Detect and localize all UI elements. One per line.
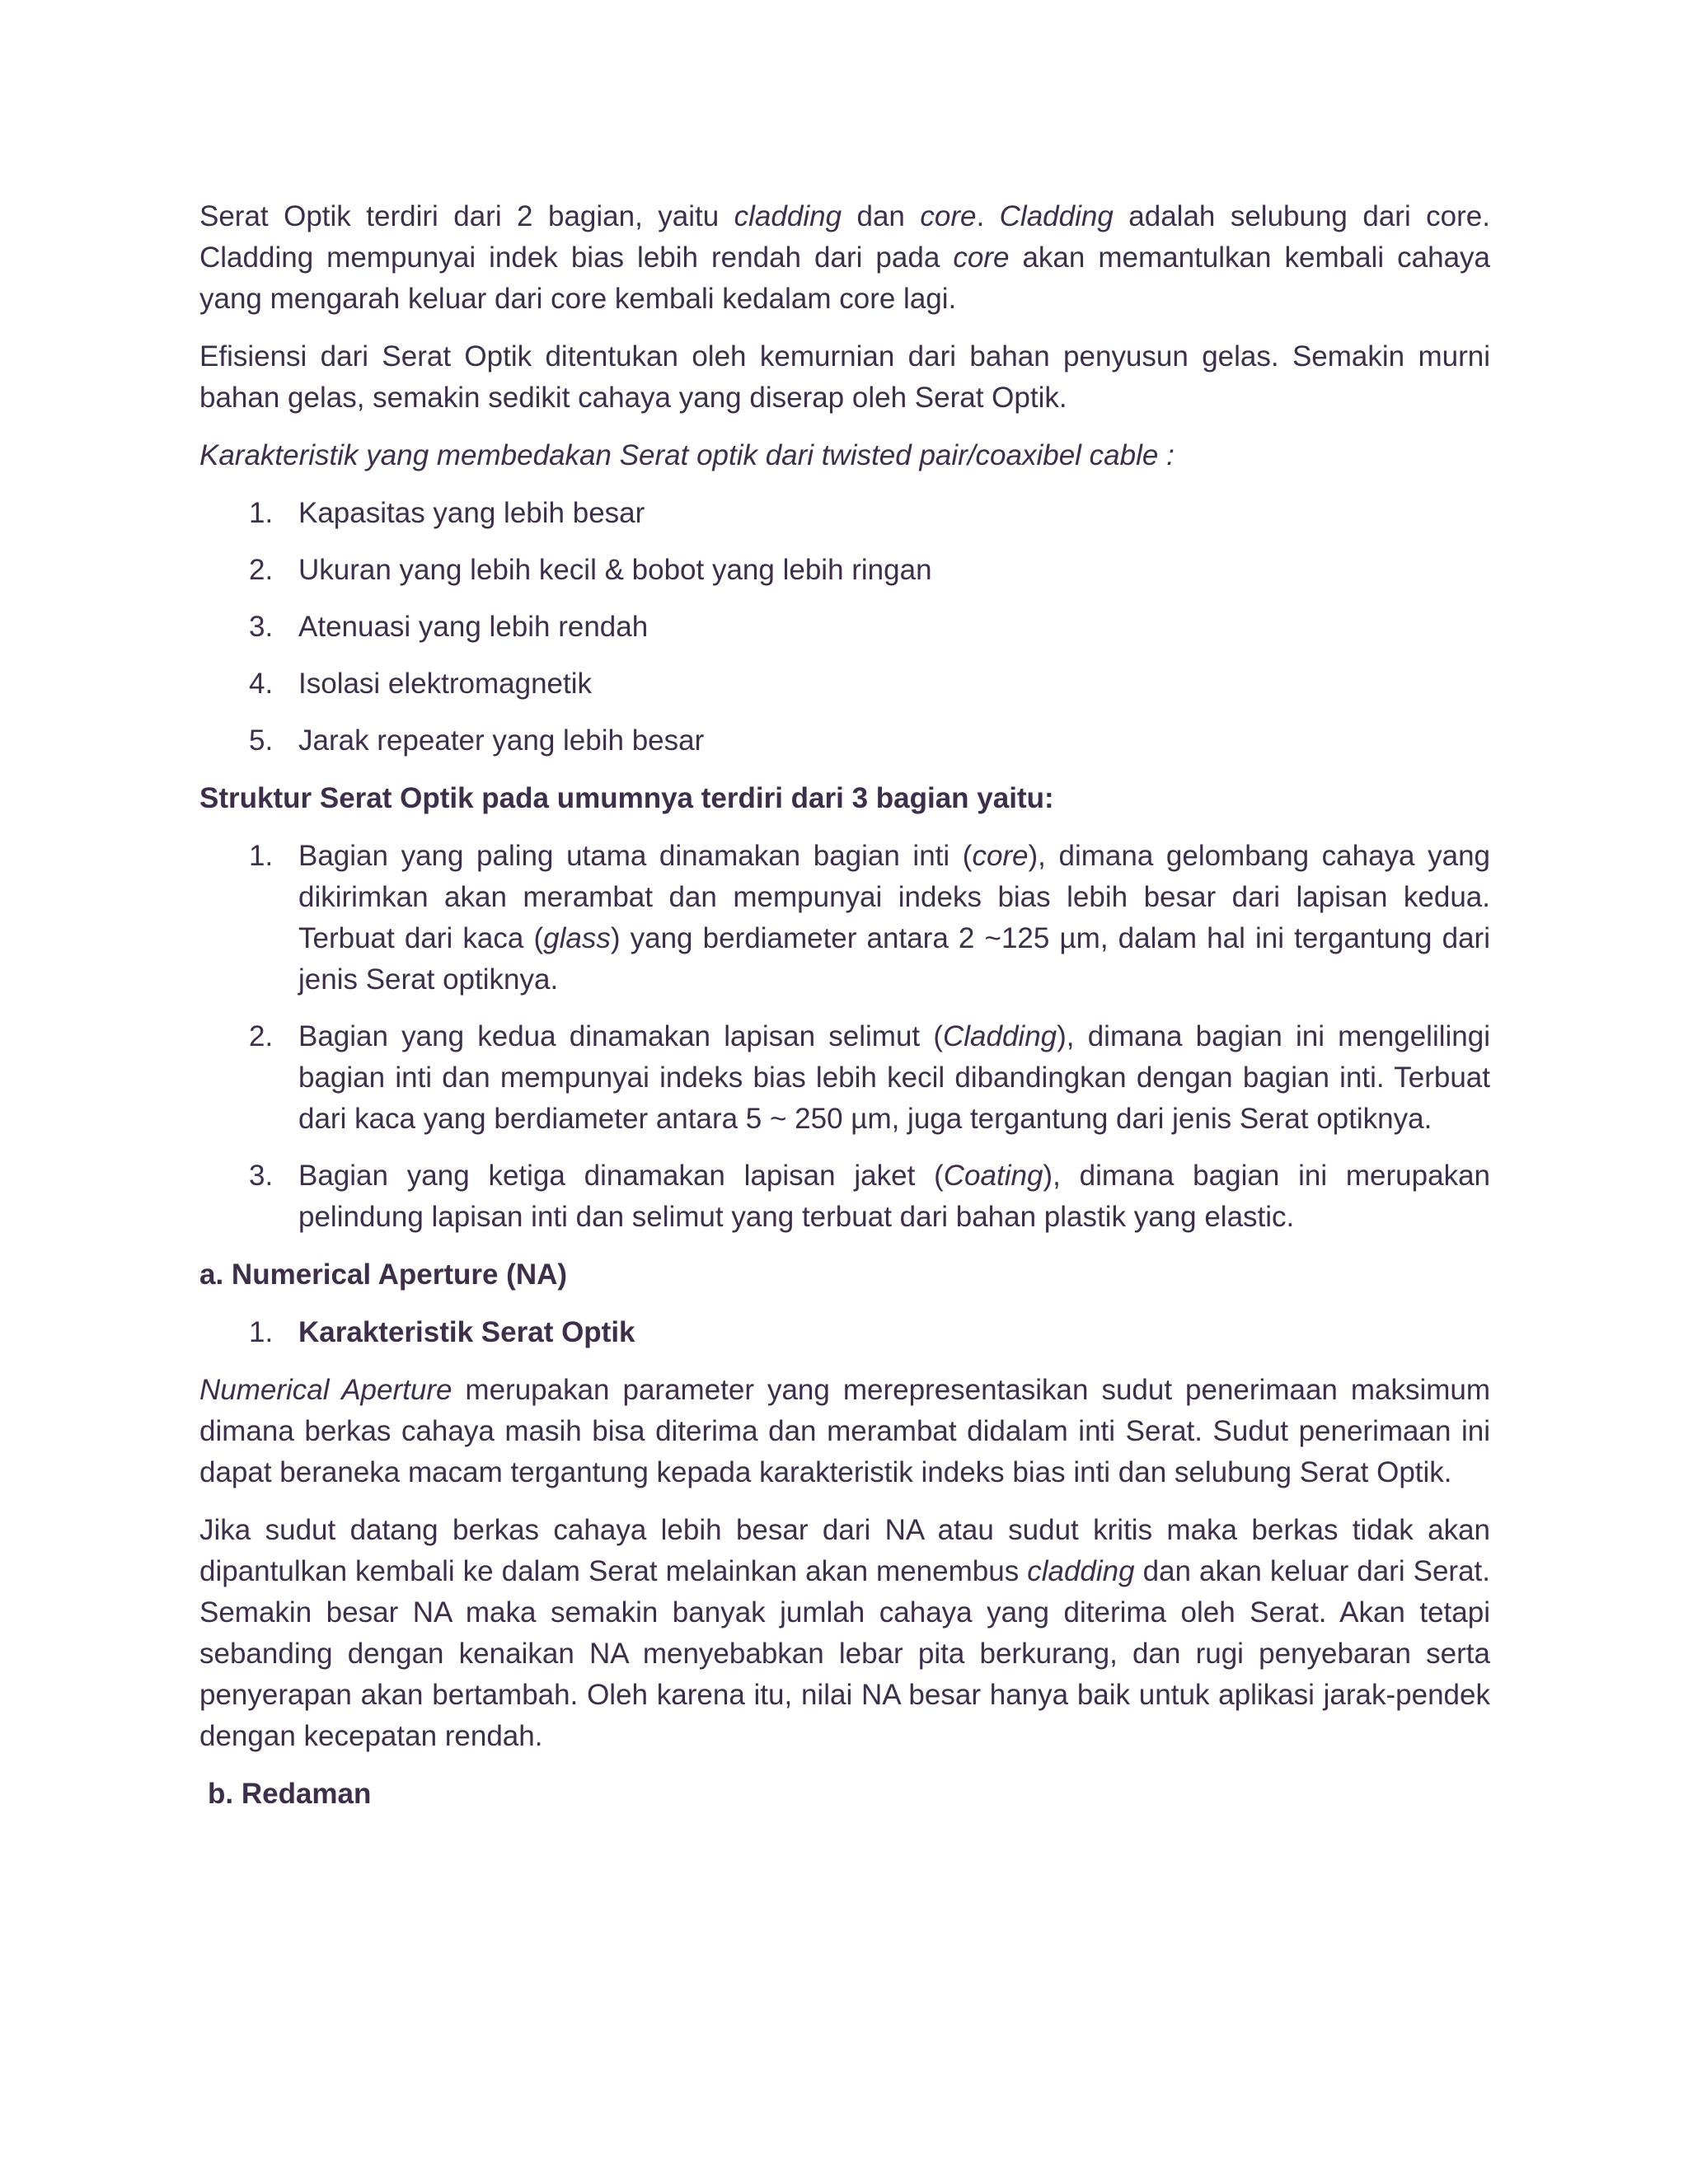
document-body [199,196,1490,1831]
list-item: 5. Jarak repeater yang lebih besar [249,724,705,757]
list-item: 3. Bagian yang ketiga dinamakan lapisan jaket (Coating), dimana bagian ini merupakan pelindung lapisan inti dan selimut yang terbuat dari bahan plastik yang elastic. [249,1160,1490,1233]
paragraph-efisiensi: Efisiensi dari Serat Optik ditentukan oleh kemurnian dari bahan penyusun gelas. Semakin murni bahan gelas, semakin sedikit cahaya yang diserap oleh Serat Optik. [199,340,1490,414]
list-item: 2. Bagian yang kedua dinamakan lapisan selimut (Cladding), dimana bagian ini mengelilingi bagian inti dan mempunyai indeks bias lebih kecil dibandingkan dengan bagian inti. Terbuat dari kaca yang berdiameter antara 5 ~ 250 µm, juga tergantung dari jenis Serat optiknya. [249,1020,1490,1135]
list-struktur [199,836,1490,1238]
list-item: 1. Bagian yang paling utama dinamakan bagian inti (core), dimana gelombang cahaya yang dikirimkan akan merambat dan mempunyai indeks bias lebih besar dari lapisan kedua. Terbuat dari kaca (glass) yang berdiameter antara 2 ~125 µm, dalam hal ini tergantung dari jenis Serat optiknya. [249,840,1491,996]
list-karakteristik [199,493,1490,762]
heading-struktur: Struktur Serat Optik pada umumnya terdiri dari 3 bagian yaitu: [199,782,1054,814]
list-item: 3. Atenuasi yang lebih rendah [249,611,649,643]
list-item: 4. Isolasi elektromagnetik [249,668,592,700]
heading-numerical-aperture: a. Numerical Aperture (NA) [199,1258,568,1291]
list-item: 2. Ukuran yang lebih kecil & bobot yang lebih ringan [249,554,932,586]
paragraph-cladding-core: Serat Optik terdiri dari 2 bagian, yaitu cladding dan core. Cladding adalah selubung dari core. Cladding mempunyai indek bias lebih rendah dari pada core akan memantulkan kembali cahaya yang mengarah keluar dari core kembali kedalam core lagi. [199,200,1490,315]
heading-redaman: b. Redaman [208,1778,372,1810]
paragraph-sudut-datang: Jika sudut datang berkas cahaya lebih besar dari NA atau sudut kritis maka berkas tidak akan dipantulkan kembali ke dalam Serat melainkan akan menembus cladding dan akan keluar dari Serat. Semakin besar NA maka semakin banyak jumlah cahaya yang diterima oleh Serat. Akan tetapi sebanding dengan kenaikan NA menyebabkan lebar pita berkurang, dan rugi penyebaran serta penyerapan akan bertambah. Oleh karena itu, nilai NA besar hanya baik untuk aplikasi jarak-pendek dengan kecepatan rendah. [199,1514,1490,1752]
paragraph-numerical-aperture: Numerical Aperture merupakan parameter yang merepresentasikan sudut penerimaan maksimum dimana berkas cahaya masih bisa diterima dan merambat didalam inti Serat. Sudut penerimaan ini dapat beraneka macam tergantung kepada karakteristik indeks bias inti dan selubung Serat Optik. [199,1374,1491,1488]
list-item: 1. Kapasitas yang lebih besar [249,497,645,529]
list-item: 1. Karakteristik Serat Optik [249,1316,635,1348]
list-na [199,1312,1490,1353]
paragraph-karakteristik-intro: Karakteristik yang membedakan Serat optik dari twisted pair/coaxibel cable : [199,439,1175,471]
